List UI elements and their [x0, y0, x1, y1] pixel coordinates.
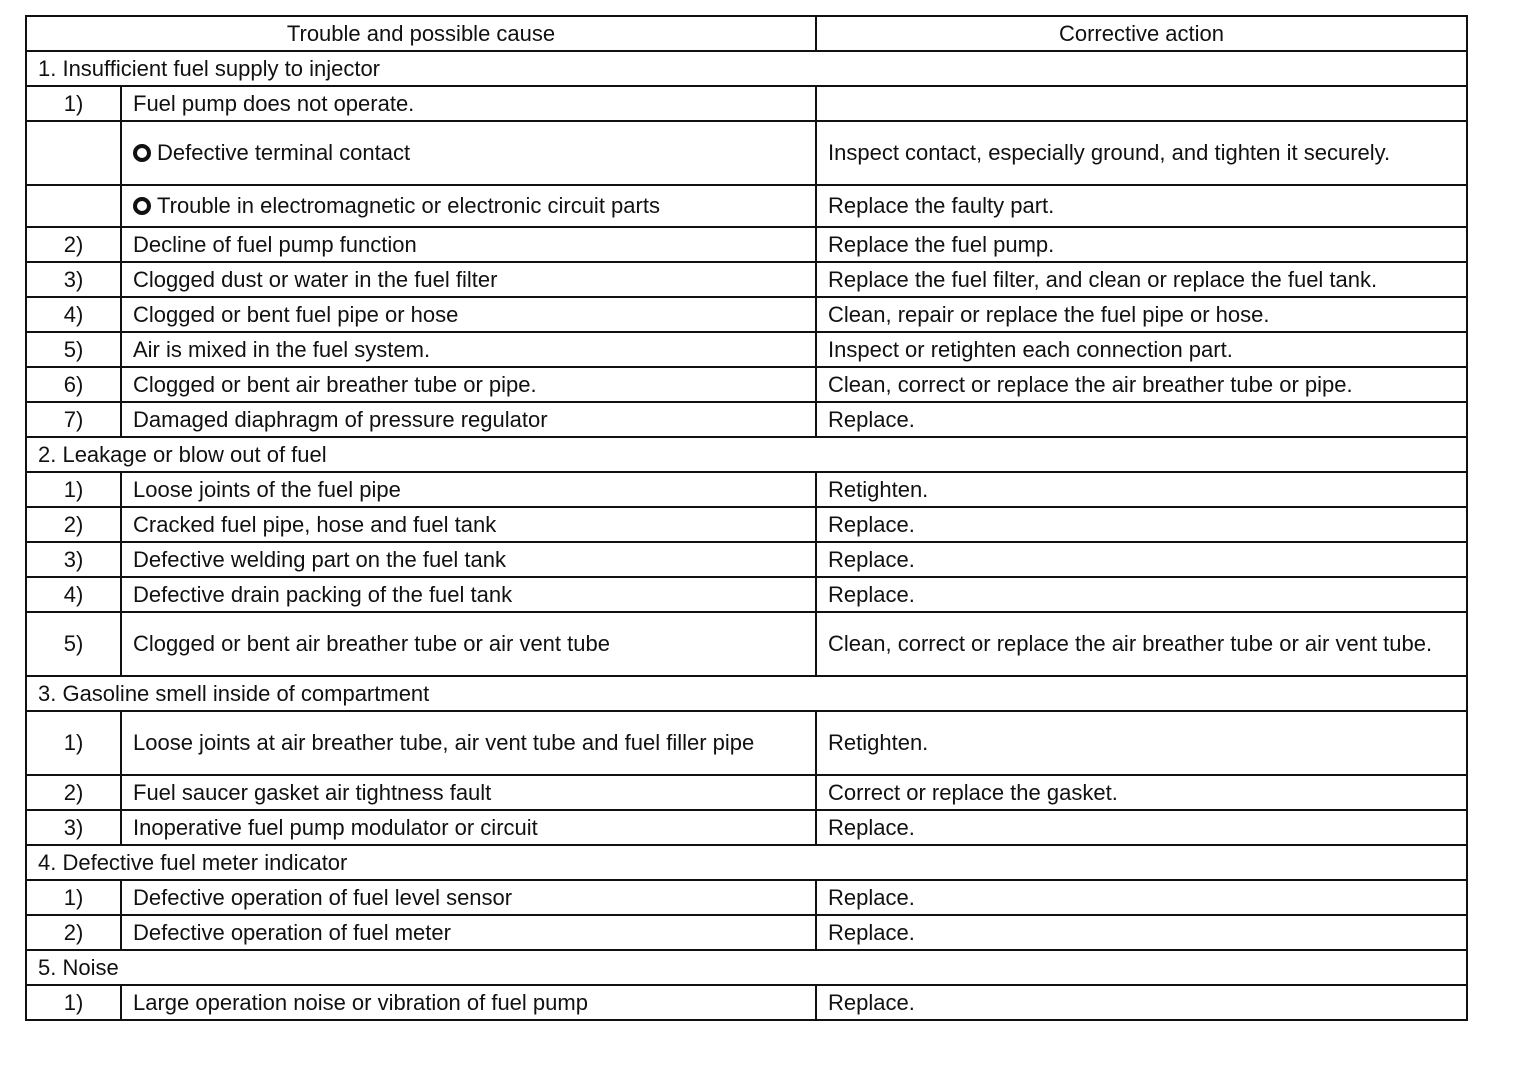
section-title: 5. Noise: [26, 950, 1467, 985]
row-number: 6): [26, 367, 121, 402]
section-row: [26, 845, 1467, 880]
row-action: Clean, correct or replace the air breather tube or pipe.: [816, 367, 1467, 402]
row-number: [26, 121, 121, 185]
row-action: Replace.: [816, 810, 1467, 845]
row-action: [816, 86, 1467, 121]
row-number: [26, 185, 121, 227]
row-cause: Clogged or bent air breather tube or air vent tube: [121, 612, 816, 676]
section-title: 4. Defective fuel meter indicator: [26, 845, 1467, 880]
header-trouble-cause: Trouble and possible cause: [26, 16, 816, 51]
section-title: 2. Leakage or blow out of fuel: [26, 437, 1467, 472]
row-number: 2): [26, 507, 121, 542]
row-cause: Defective terminal contact: [157, 140, 411, 165]
row-number: 1): [26, 711, 121, 775]
table-row: [26, 985, 1467, 1020]
table-row: [26, 121, 1467, 185]
row-action: Retighten.: [816, 472, 1467, 507]
row-number: 7): [26, 402, 121, 437]
row-cause: Air is mixed in the fuel system.: [121, 332, 816, 367]
row-number: 2): [26, 915, 121, 950]
section-row: [26, 51, 1467, 86]
row-number: 4): [26, 297, 121, 332]
row-action: Replace.: [816, 402, 1467, 437]
section-row: [26, 950, 1467, 985]
header-corrective-action: Corrective action: [816, 16, 1467, 51]
row-cause: Defective operation of fuel level sensor: [121, 880, 816, 915]
table-row: [26, 367, 1467, 402]
row-cause: Loose joints of the fuel pipe: [121, 472, 816, 507]
table-row: [26, 86, 1467, 121]
table-row: [26, 880, 1467, 915]
row-action: Replace.: [816, 542, 1467, 577]
row-cause: Defective operation of fuel meter: [121, 915, 816, 950]
table-row: [26, 262, 1467, 297]
row-action: Replace.: [816, 507, 1467, 542]
row-action: Replace.: [816, 880, 1467, 915]
table-row: [26, 472, 1467, 507]
row-action: Clean, repair or replace the fuel pipe or hose.: [816, 297, 1467, 332]
row-action: Retighten.: [816, 711, 1467, 775]
row-number: 1): [26, 985, 121, 1020]
row-action: Inspect or retighten each connection part.: [816, 332, 1467, 367]
row-cause: Defective drain packing of the fuel tank: [121, 577, 816, 612]
table-row: [26, 810, 1467, 845]
row-cause: Inoperative fuel pump modulator or circuit: [121, 810, 816, 845]
table-row: [26, 402, 1467, 437]
row-cause: Defective welding part on the fuel tank: [121, 542, 816, 577]
troubleshooting-table: [25, 15, 1468, 1021]
table-row: [26, 915, 1467, 950]
table-row: [26, 297, 1467, 332]
circle-bullet-icon: [133, 197, 151, 215]
row-cause: Large operation noise or vibration of fuel pump: [121, 985, 816, 1020]
row-action: Replace the faulty part.: [816, 185, 1467, 227]
row-cause: Cracked fuel pipe, hose and fuel tank: [121, 507, 816, 542]
row-number: 4): [26, 577, 121, 612]
table-row: [26, 542, 1467, 577]
table-row: [26, 507, 1467, 542]
section-row: [26, 437, 1467, 472]
row-number: 1): [26, 880, 121, 915]
row-number: 3): [26, 262, 121, 297]
row-number: 3): [26, 810, 121, 845]
table-row: [26, 185, 1467, 227]
row-action: Replace the fuel pump.: [816, 227, 1467, 262]
row-cause: Clogged or bent fuel pipe or hose: [121, 297, 816, 332]
row-cause: Fuel pump does not operate.: [121, 86, 816, 121]
row-action: Replace.: [816, 915, 1467, 950]
row-action: Correct or replace the gasket.: [816, 775, 1467, 810]
table-row: [26, 775, 1467, 810]
row-cause: Clogged or bent air breather tube or pipe.: [121, 367, 816, 402]
row-action: Replace.: [816, 985, 1467, 1020]
section-row: [26, 676, 1467, 711]
table-row: [26, 711, 1467, 775]
row-action: Replace the fuel filter, and clean or replace the fuel tank.: [816, 262, 1467, 297]
section-title: 3. Gasoline smell inside of compartment: [26, 676, 1467, 711]
row-number: 1): [26, 86, 121, 121]
table-row: [26, 577, 1467, 612]
row-cause: Fuel saucer gasket air tightness fault: [121, 775, 816, 810]
row-cause: Clogged dust or water in the fuel filter: [121, 262, 816, 297]
row-number: 5): [26, 612, 121, 676]
row-cause-bulleted: [121, 121, 816, 185]
table-header-row: [26, 16, 1467, 51]
row-cause: Trouble in electromagnetic or electronic circuit parts: [157, 193, 660, 218]
row-cause: Damaged diaphragm of pressure regulator: [121, 402, 816, 437]
row-number: 2): [26, 775, 121, 810]
row-action: Inspect contact, especially ground, and tighten it securely.: [816, 121, 1467, 185]
row-number: 5): [26, 332, 121, 367]
row-number: 1): [26, 472, 121, 507]
table-row: [26, 227, 1467, 262]
row-cause: Loose joints at air breather tube, air vent tube and fuel filler pipe: [121, 711, 816, 775]
row-number: 2): [26, 227, 121, 262]
row-cause-bulleted: [121, 185, 816, 227]
row-action: Clean, correct or replace the air breather tube or air vent tube.: [816, 612, 1467, 676]
row-number: 3): [26, 542, 121, 577]
section-title: 1. Insufficient fuel supply to injector: [26, 51, 1467, 86]
row-action: Replace.: [816, 577, 1467, 612]
circle-bullet-icon: [133, 144, 151, 162]
table-row: [26, 612, 1467, 676]
row-cause: Decline of fuel pump function: [121, 227, 816, 262]
table-row: [26, 332, 1467, 367]
